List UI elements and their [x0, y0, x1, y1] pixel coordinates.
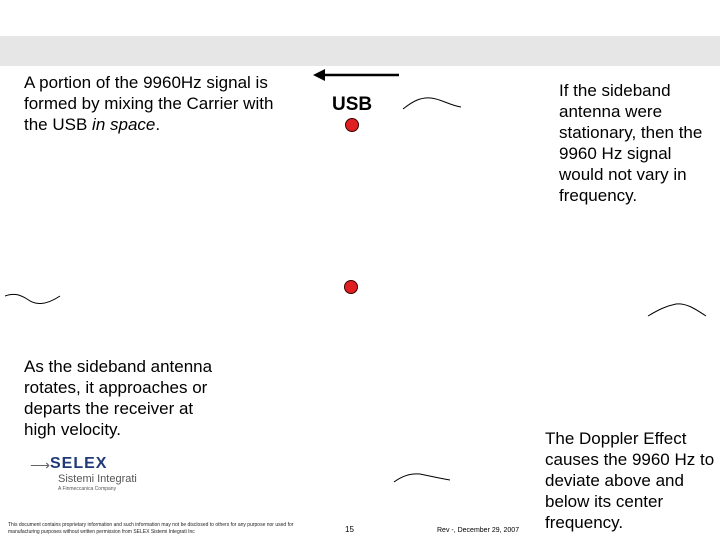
top-left-text-part: A portion of the 9960Hz signal is formed by mixing the Carrier with the USB [24, 73, 274, 134]
top-left-text [24, 72, 299, 135]
logo-name: SELEX [50, 455, 108, 472]
footer-disclaimer: This document contains proprietary information and such information may not be disclosed to others for any purpose nor used for manufacturing purposes without written permission from SELEX Sistemi Integrati Inc [8, 522, 294, 535]
top-right-text: If the sideband antenna were stationary, then the 9960 Hz signal would not vary in frequency. [559, 81, 703, 205]
logo-swoosh-icon: ⟶ [30, 457, 51, 473]
logo-subtitle: Sistemi Integrati [58, 473, 137, 485]
top-left-text-end: . [155, 115, 161, 134]
sideband-antenna-dot-top [345, 118, 359, 132]
bottom-right-text: The Doppler Effect causes the 9960 Hz to deviate above and below its center frequency. [545, 429, 715, 532]
page-number: 15 [345, 525, 354, 534]
logo-tagline: A Finmeccanica Company [58, 486, 117, 492]
sine-wave-top [403, 95, 463, 115]
usb-label: USB [332, 94, 373, 115]
sideband-antenna-dot-center [344, 280, 358, 294]
sine-wave-left [5, 292, 65, 312]
arrow-left-icon [313, 68, 403, 82]
header-bar [0, 36, 720, 66]
middle-left-text: As the sideband antenna rotates, it approaches or departs the receiver at high velocity. [24, 357, 213, 439]
selex-logo [30, 455, 170, 505]
revision-date: Rev -, December 29, 2007 [437, 527, 520, 534]
sine-wave-right [648, 300, 708, 320]
top-left-text-emphasis: in space [92, 115, 156, 134]
sine-wave-bottom [394, 470, 454, 490]
